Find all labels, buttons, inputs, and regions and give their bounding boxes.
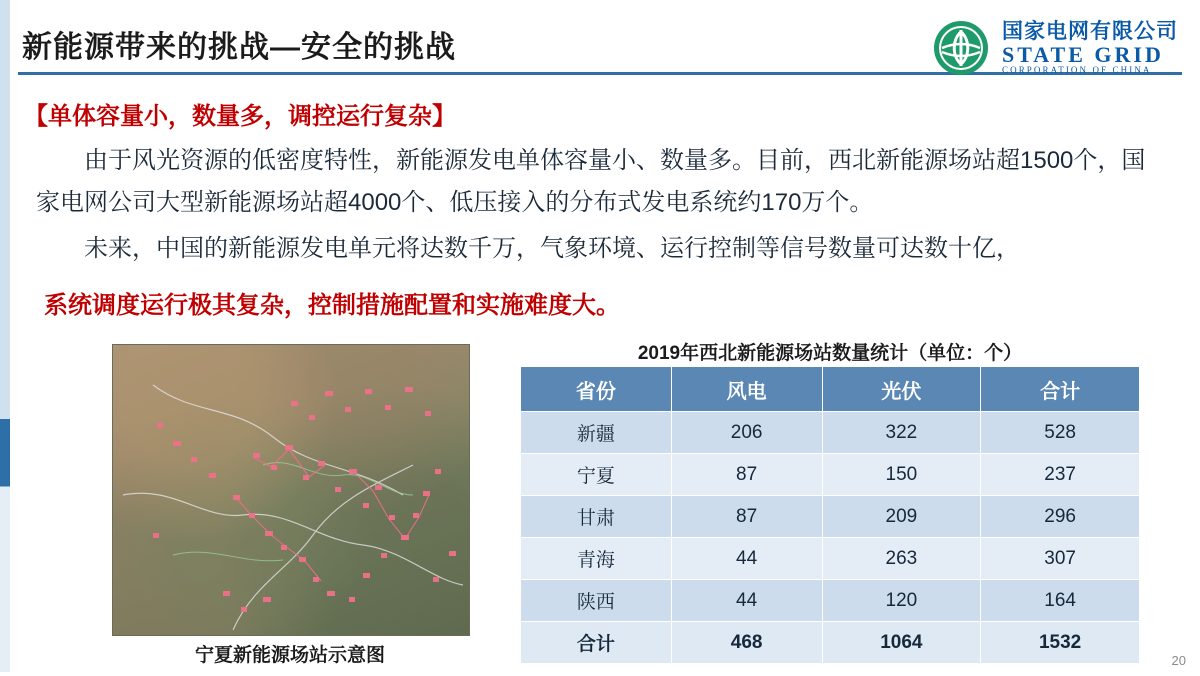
table-title: 2019年西北新能源场站数量统计（单位：个） xyxy=(637,343,1023,364)
table-cell-total: 164 xyxy=(981,580,1140,622)
table-row xyxy=(521,580,1140,622)
body-emphasis: 系统调度运行极其复杂，控制措施配置和实施难度大。 xyxy=(44,292,620,319)
state-grid-logo-icon xyxy=(928,18,994,78)
table-cell-solar: 263 xyxy=(822,538,981,580)
figure-caption: 宁夏新能源场站示意图 xyxy=(194,645,385,666)
table-header-cell: 风电 xyxy=(671,367,822,412)
station-count-table xyxy=(520,366,1140,664)
table-cell-total: 528 xyxy=(981,412,1140,454)
slide-header xyxy=(0,0,1200,88)
brand-name-en: STATE GRID xyxy=(1002,41,1164,67)
brand-logo xyxy=(928,18,1178,78)
table-cell-province: 宁夏 xyxy=(521,454,672,496)
table-cell-wind: 87 xyxy=(671,454,822,496)
table-cell-solar: 322 xyxy=(822,412,981,454)
table-cell-total: 237 xyxy=(981,454,1140,496)
table-row xyxy=(521,496,1140,538)
brand-logo-text xyxy=(1002,21,1178,76)
body-paragraph-1: 由于风光资源的低密度特性，新能源发电单体容量小、数量多。目前，西北新能源场站超1500个，国家电网公司大型新能源场站超4000个、低压接入的分布式发电系统约170万个。 xyxy=(36,147,1146,216)
table-row xyxy=(521,412,1140,454)
left-accent-bar-inner xyxy=(0,0,10,676)
table-cell-wind: 87 xyxy=(671,496,822,538)
table-cell-total: 1532 xyxy=(981,622,1140,664)
table-cell-total: 296 xyxy=(981,496,1140,538)
table-cell-wind: 468 xyxy=(671,622,822,664)
table-header-cell: 合计 xyxy=(981,367,1140,412)
lead-heading: 【单体容量小，数量多，调控运行复杂】 xyxy=(24,103,456,130)
table-header-row xyxy=(521,367,1140,412)
page-title: 新能源带来的挑战—安全的挑战 xyxy=(22,31,456,64)
table-cell-wind: 44 xyxy=(671,538,822,580)
table-cell-province: 陕西 xyxy=(521,580,672,622)
table-header-cell: 省份 xyxy=(521,367,672,412)
table-cell-solar: 209 xyxy=(822,496,981,538)
table-cell-province: 合计 xyxy=(521,622,672,664)
table-row xyxy=(521,538,1140,580)
table-cell-province: 青海 xyxy=(521,538,672,580)
table-cell-wind: 206 xyxy=(671,412,822,454)
table-cell-wind: 44 xyxy=(671,580,822,622)
table-cell-total: 307 xyxy=(981,538,1140,580)
table-header-cell: 光伏 xyxy=(822,367,981,412)
table-cell-province: 甘肃 xyxy=(521,496,672,538)
table-cell-province: 新疆 xyxy=(521,412,672,454)
page-number: 20 xyxy=(1171,653,1186,668)
brand-name-en-sub: CORPORATION OF CHINA xyxy=(1002,64,1152,75)
table-row xyxy=(521,454,1140,496)
bottom-divider xyxy=(0,672,1200,676)
brand-name-cn: 国家电网有限公司 xyxy=(1002,19,1178,43)
body-paragraph-2: 未来，中国的新能源发电单元将达数千万，气象环境、运行控制等信号数量可达数十亿， xyxy=(84,235,1020,262)
table-total-row xyxy=(521,622,1140,664)
table-cell-solar: 150 xyxy=(822,454,981,496)
table-cell-solar: 120 xyxy=(822,580,981,622)
left-accent-bar xyxy=(0,0,10,676)
satellite-map-image xyxy=(112,344,470,636)
table-cell-solar: 1064 xyxy=(822,622,981,664)
